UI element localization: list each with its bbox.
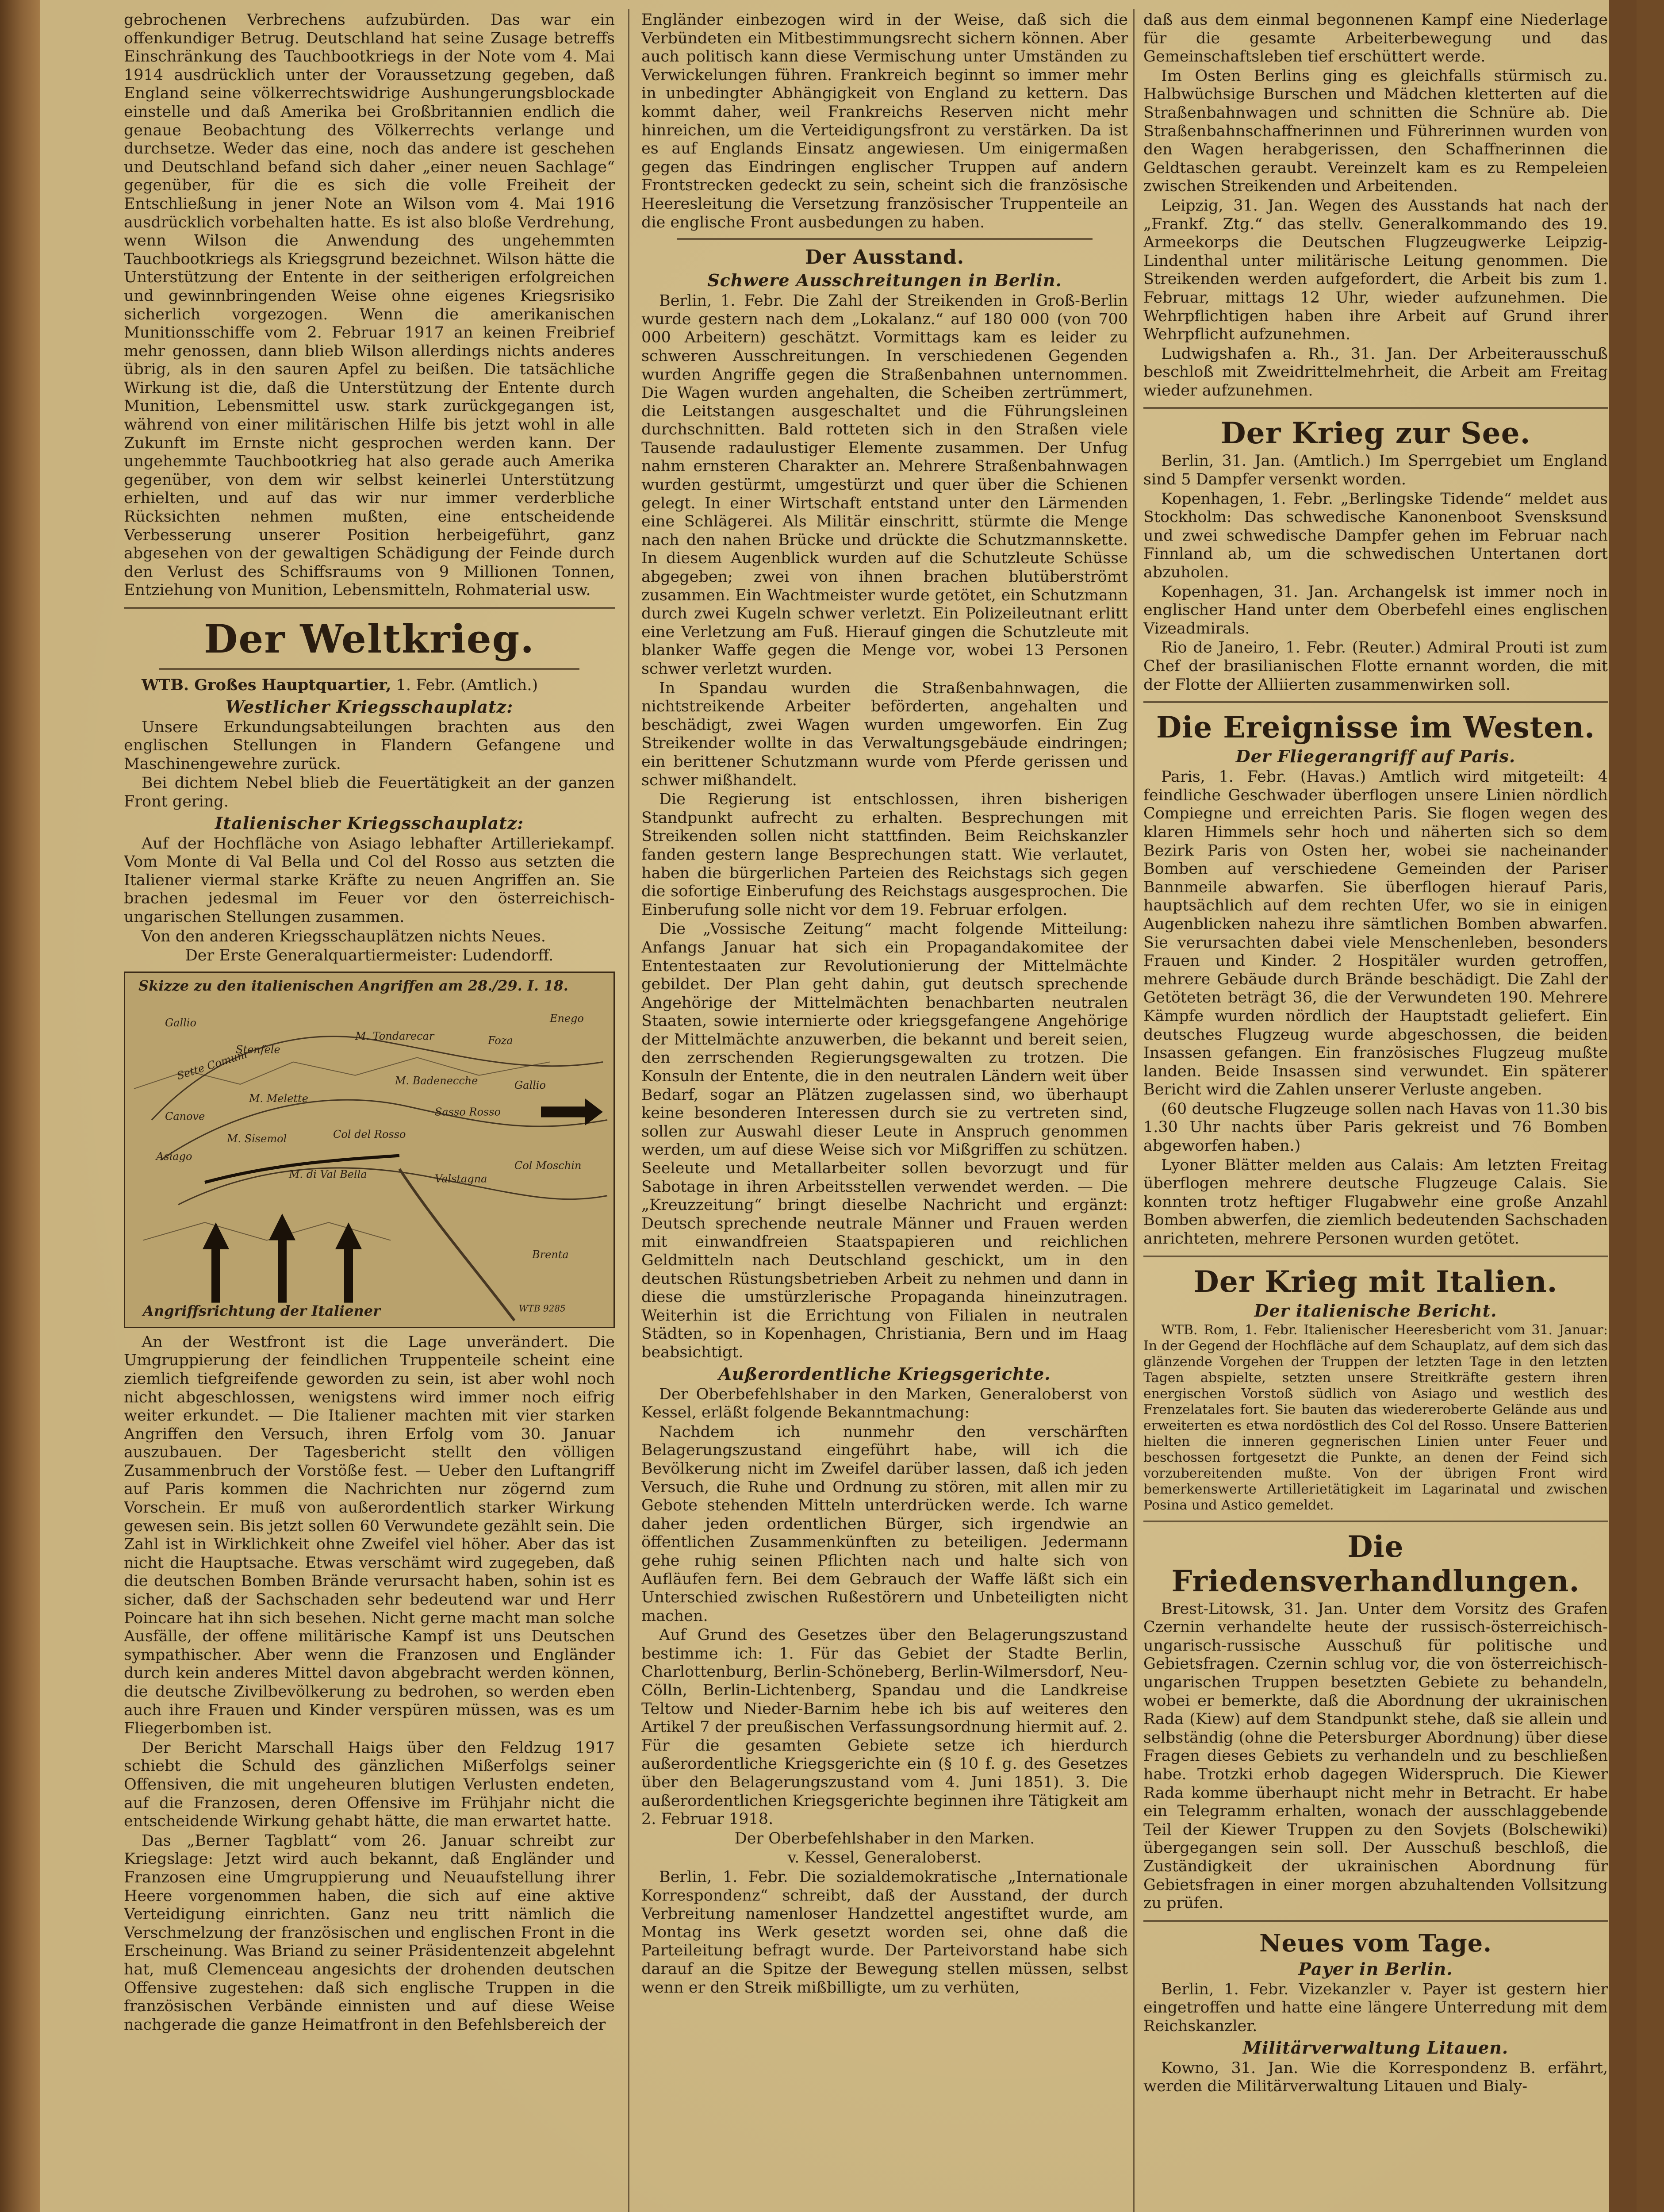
section-title-italien: Der Krieg mit Italien. bbox=[1193, 1264, 1558, 1299]
subheading-west: Westlicher Kriegsschauplatz: bbox=[225, 696, 514, 717]
map-label: Canove bbox=[165, 1110, 205, 1123]
map-label: Brenta bbox=[532, 1248, 569, 1261]
article-text: Kowno, 31. Jan. Wie die Korrespondenz B. erfährt, werden die Militärverwaltung Litauen und Bialy- bbox=[1143, 2059, 1608, 2096]
article-text: Von den anderen Kriegsschauplätzen nichts Neues. bbox=[142, 927, 546, 945]
section-title-weltkrieg: Der Weltkrieg. bbox=[204, 616, 535, 662]
divider bbox=[124, 607, 615, 609]
article-text: Kopenhagen, 1. Febr. „Berlingske Tidende“ meldet aus Stockholm: Das schwedische Kanonenboot Svensksund und zwei schwedische Dampfer gehen im Februar nach Finnland ab, um die schwedischen Untertanen dort abzuholen. bbox=[1143, 490, 1608, 582]
battle-map bbox=[124, 972, 615, 1328]
map-label: Foza bbox=[488, 1034, 513, 1047]
divider bbox=[1143, 1920, 1608, 1922]
article-text: Die Regierung ist entschlossen, ihren bisherigen Standpunkt aufrecht zu erhalten. Besprechungen mit Streikenden sollen nicht stattfinden. Beim Reichskanzler fanden gestern lange Besprechungen statt. Wie verlautet, haben die bürgerlichen Parteien des Reichstags sich gegen die sofortige Einberufung des Reichstags ausgesprochen. Die Einberufung solle nicht vor dem 19. Februar erfolgen. bbox=[641, 791, 1128, 919]
column-rule-2 bbox=[1133, 9, 1135, 2212]
column-1 bbox=[124, 11, 615, 2212]
article-text: Lyoner Blätter melden aus Calais: Am letzten Freitag überflogen mehrere deutsche Flugzeuge Calais. Sie konnten trotz heftiger Flugabwehr eine große Anzahl Bomben abwerfen, die ziemlich bedeutenden Sachschaden anrichteten, mehrere Personen wurden getötet. bbox=[1143, 1156, 1608, 1248]
book-spine bbox=[0, 0, 40, 2212]
subheading-ausschreitungen: Schwere Ausschreitungen in Berlin. bbox=[707, 270, 1062, 291]
subheading-militaerverwaltung: Militärverwaltung Litauen. bbox=[1242, 2037, 1509, 2058]
article-text: Engländer einbezogen wird in der Weise, daß sich die Verbündeten ein Mitbestimmungsrecht sichern können. Aber auch politisch kann diese Vermischung unter Umständen zu Verwickelungen führen. Frankreich beginnt so immer mehr in unbedingter Abhängigkeit von England zu kettern. Das kommt daher, weil Frankreichs Reserven nicht mehr hinreichen, um die Verteidigungsfront zu verstärken. Da ist es auf Englands Einsatz angewiesen. Um einigermaßen gegen das Eindringen englischer Truppen auf andern Frontstrecken gedeckt zu sein, scheint sich die französische Heeresleitung die Versetzung französischer Truppenteile an die englische Front ausbedungen zu haben. bbox=[641, 11, 1128, 231]
article-text: Bei dichtem Nebel blieb die Feuertätigkeit an der ganzen Front gering. bbox=[124, 774, 615, 810]
article-text: Das „Berner Tagblatt“ vom 26. Januar schreibt zur Kriegslage: Jetzt wird auch bekannt, daß Engländer und Franzosen eine Umgruppierung und Neuaufstellung ihrer Heere vorgenommen haben, die sich auf eine aktive Verteidigung einrichten. Ganz neu tritt nämlich die Verschmelzung der französischen und englischen Front in die Erscheinung. Was Briand zu seiner Präsidentenzeit abgelehnt hat, muß Clemenceau angesichts der drohenden deutschen Offensive zugestehen: daß sich englische Truppen in die französischen Verbände einnisten und auf diese Weise nachgerade die ganze Heimatfront in den Befehlsbereich der bbox=[124, 1832, 615, 2034]
article-text: WTB. Rom, 1. Febr. Italienischer Heeresbericht vom 31. Januar: In der Gegend der Hochfläche auf dem Schauplatz, auf dem sich das glänzende Vorgehen der Truppen der letzten Tage in den letzten Tagen abspielte, setzten unsere Streitkräfte gestern ihren energischen Vorstoß südlich von Asiago und westlich des Frenzelatales fort. Sie bauten das wiedereroberte Gelände aus und erweiterten es etwa nordöstlich des Col del Rosso. Unsere Batterien hielten die inneren gegnerischen Linien unter Feuer und beschossen fortgesetzt die Punkte, an denen der Feind sich vorzubereitenden mußte. Von der übrigen Front wird bemerkenswerte Artillerietätigkeit im Lagarinatal und zwischen Posina und Astico gemeldet. bbox=[1143, 1322, 1608, 1513]
article-text: Auf Grund des Gesetzes über den Belagerungszustand bestimme ich: 1. Für das Gebiet der Stadte Berlin, Charlottenburg, Berlin-Schöneberg, Berlin-Wilmersdorf, Neu-Cölln, Berlin-Lichtenberg, Spandau und die Landkreise Teltow und Nieder-Barnim hebe ich bis auf weiteres den Artikel 7 der preußischen Verfassungsordnung hiermit auf. 2. Für die gesamten Gebiete setze ich hierdurch außerordentliche Kriegsgerichte ein (§ 10 f. g. des Gesetzes über den Belagerungszustand vom 4. Juni 1851). 3. Die außerordentlichen Kriegsgerichte beginnen ihre Tätigkeit am 2. Februar 1918. bbox=[641, 1626, 1128, 1828]
map-caption: Angriffsrichtung der Italiener bbox=[143, 1302, 380, 1319]
map-label: M. Tondarecar bbox=[355, 1029, 434, 1042]
article-text: Die „Vossische Zeitung“ macht folgende Mitteilung: Anfangs Januar hat sich ein Propagandakomitee der Ententestaaten zur Revolutionierung der Mittelmächte gebildet. Der Plan geht dahin, gut deutsch sprechende Angehörige der Mittelmächten benachbarten neutralen Staaten, sowie internierte oder kriegsgefangene Angehörige der Mittelmächte anzuwerben, die bekannt und bereit seien, den zerrschenden Regierungsgewalten zu trotzen. Die Konsuln der Entente, die in den neutralen Ländern weit über Bedarf, sogar an Plätzen zugelassen sind, wo überhaupt keine besonderen Interessen durch sie zu vertreten sind, sollen zur Auswahl dieser Leute in Anspruch genommen werden, um auf diese Weise sich vor Mißgriffen zu schützen. Seeleute und Metallarbeiter sollen bevorzugt und für Sabotage in ihren Arbeitsstellen verwendet werden. — Die „Kreuzzeitung“ bringt dieselbe Nachricht und ergänzt: Deutsch sprechende neutrale Männer und Frauen werden mit einwandfreien Staatspapieren und reichlichen Geldmitteln nach Deutschland geschickt, um in den deutschen Rüstungsbetrieben Arbeit zu nehmen und dann in diese die umstürzlerische Propaganda hineinzutragen. Weiterhin ist die Errichtung von Filialen in neutralen Städten, so in Kopenhagen, Christiania, Bern und im Haag beabsichtigt. bbox=[641, 920, 1128, 1361]
divider bbox=[677, 238, 1093, 240]
article-text: Paris, 1. Febr. (Havas.) Amtlich wird mitgeteilt: 4 feindliche Geschwader überflogen unsere Linien nördlich Compiegne und erreichten Paris. Sie flogen wegen des klaren Himmels sehr hoch und näherten sich so dem Bezirk Paris von Osten her, wobei sie nacheinander Bomben auf verschiedene Gemeinden der Pariser Bannmeile abwarfen. Sie überflogen hierauf Paris, hauptsächlich auf dem rechten Ufer, wo sie in einigen Augenblicken nahezu ihre sämtlichen Bomben abwarfen. Sie verursachten dabei viele Menschenleben, besonders Frauen und Kinder. 2 Hospitäler wurden getroffen, mehrere Gebäude durch Brände beschädigt. Die Zahl der Getöteten beträgt 36, die der Verwundeten 190. Mehrere Kämpfe wurden nördlich der Hauptstadt geliefert. Ein deutsches Flugzeug wurde abgeschossen, die beiden Insassen gefangen. Ein französisches Flugzeug mußte landen. Beide Insassen sind verwundet. Ein späterer Bericht wird die Zahlen unserer Verluste angeben. bbox=[1143, 768, 1608, 1099]
article-text: Berlin, 1. Febr. Die sozialdemokratische „Internationale Korrespondenz“ schreibt, daß der Ausstand, der durch Verbreitung namenloser Handzettel angestiftet wurde, am Montag ins Werk gesetzt worden sei, ohne daß die Parteileitung befragt wurde. Der Parteivorstand habe sich darauf an die Spitze der Bewegung stellen müssen, selbst wenn er den Streik mißbilligte, um zu verhüten, bbox=[641, 1868, 1128, 1997]
subheading-payer: Payer in Berlin. bbox=[1298, 1959, 1453, 1979]
newspaper-page bbox=[40, 0, 1637, 2212]
map-label: M. di Val Bella bbox=[289, 1168, 367, 1181]
map-label: M. Melette bbox=[249, 1092, 308, 1105]
section-title-frieden: Die Friedensverhandlungen. bbox=[1171, 1529, 1580, 1598]
dateline-date: 1. Febr. (Amtlich.) bbox=[396, 676, 538, 694]
map-label: M. Sisemol bbox=[227, 1132, 287, 1145]
map-label: Asiago bbox=[156, 1150, 192, 1163]
map-scale: WTB 9285 bbox=[519, 1303, 566, 1314]
map-label: Sasso Rosso bbox=[435, 1106, 501, 1118]
subheading-italien: Italienischer Kriegsschauplatz: bbox=[215, 813, 524, 833]
article-text: gebrochenen Verbrechens aufzubürden. Das war ein offenkundiger Betrug. Deutschland hat seine Zusage betreffs Einschränkung des Tauchbootkriegs in der Note vom 4. Mai 1914 ausdrücklich unter der Voraussetzung gegeben, daß England seine völkerrechtswidrige Aushungerungsblockade einstelle und daß Amerika bei Großbritannien endlich die genaue Beobachtung des Völkerrechts verlange und durchsetze. Weder das eine, noch das andere ist geschehen und Deutschland befand sich daher „einer neuen Sachlage“ gegenüber, für die es sich die volle Freiheit der Entschließung in jener Note an Wilson vom 4. Mai 1916 ausdrücklich vorbehalten hatte. Es ist also bloße Verdrehung, wenn Wilson die Anwendung des ungehemmten Tauchbootkriegs als Kriegsgrund bezeichnet. Wilson hätte die Unterstützung der Entente in der seitherigen erfolgreichen und gewinnbringenden Weise ohne eigenes Kriegsrisiko sicherlich vorgezogen. Wenn die amerikanischen Munitionsschiffe vom 2. Februar 1917 an keinen Freibrief mehr genossen, dann blieb Wilson allerdings nichts anderes übrig, als in den sauren Apfel zu beißen. Die tatsächliche Wirkung ist die, daß die Unterstützung der Entente durch Munition, Lebensmittel usw. stark zurückgegangen ist, während von einer militärischen Hilfe bis jetzt wohl in alle Zukunft im Ernste nicht gesprochen werden kann. Der ungehemmte Tauchbootkrieg hat also gerade auch Amerika gegenüber, von dem wir selbst keinerlei Unterstützung erhielten, und auf das wir nur immer verderbliche Rücksichten nehmen mußten, eine entscheidende Verbesserung unserer Position herbeigeführt, ganz abgesehen von der gewaltigen Schädigung der Feinde durch den Verlust des Schiffsraums von 9 Millionen Tonnen, Entziehung von Munition, Lebensmitteln, Rohmaterial usw. bbox=[124, 11, 615, 599]
article-text: Kopenhagen, 31. Jan. Archangelsk ist immer noch in englischer Hand unter dem Oberbefehl eines englischen Vizeadmirals. bbox=[1143, 583, 1608, 637]
divider bbox=[1143, 407, 1608, 409]
article-text: Brest-Litowsk, 31. Jan. Unter dem Vorsitz des Grafen Czernin verhandelte heute der russisch-österreichisch-ungarisch-russische Ausschuß für politische und Gebietsfragen. Czernin schlug vor, die von österreichisch-ungarischen Truppen besetzten Gebiete zu behandeln, wobei er bemerkte, daß die Abordnung der ukrainischen Rada (Kiew) auf dem Standpunkt stehe, daß sie allein und selbständig (ohne die Petersburger Abordnung) über diese Fragen dieses Gebiets zu verhandeln und zu beschließen habe. Trotzki erhob dagegen Widerspruch. Die Kiewer Rada komme überhaupt nicht mehr in Betracht. Er habe ein Telegramm erhalten, wonach der ausschlaggebende Teil der Kiewer Truppen zu den Sovjets (Bolschewiki) übergegangen sein soll. Der Ausschuß beschloß, die Zuständigkeit der ukrainischen Abordnung für Gebietsfragen in einer morgen abzuhaltenden Vollsitzung zu prüfen. bbox=[1143, 1600, 1608, 1912]
column-3 bbox=[1143, 11, 1608, 2212]
article-text: Unsere Erkundungsabteilungen brachten aus den englischen Stellungen in Flandern Gefangene und Maschinengewehre zurück. bbox=[124, 718, 615, 773]
article-text: Ludwigshafen a. Rh., 31. Jan. Der Arbeiterausschuß beschloß mit Zweidrittelmehrheit, die Arbeit am Freitag wieder aufzunehmen. bbox=[1143, 345, 1608, 399]
divider bbox=[1143, 701, 1608, 703]
article-text: Berlin, 1. Febr. Die Zahl der Streikenden in Groß-Berlin wurde gestern nach dem „Lokalanz.“ auf 180 000 (von 700 000 Arbeitern) geschätzt. Vormittags kam es leider zu schweren Ausschreitungen. In verschiedenen Gegenden wurden Angriffe gegen die Straßenbahnen unternommen. Die Wagen wurden angehalten, die Scheiben zertrümmert, die Leitstangen ausgeschaltet und die Führungsleinen durchschnitten. Bald rotteten sich in den Straßen viele Tausende radaulustiger Elemente zusammen. Der Unfug nahm ernsteren Charakter an. Mehrere Straßenbahnwagen wurden gestürmt, umgestürzt und quer über die Schienen gelegt. In einer Wirtschaft entstand unter den Lärmenden eine Schlägerei. Als Militär einschritt, stürmte die Menge nach den nahen Brücke und drückte die Schutzmannskette. In diesem Augenblick wurden auf die Schutzleute Schüsse abgegeben; zwei von ihnen brachen blutüberströmt zusammen. Ein Wachtmeister wurde getötet, ein Schutzmann durch zwei Kugeln schwer verletzt. Ein Polizeileutnant erlitt eine Verletzung am Fuß. Hierauf gingen die Schutzleute mit blanker Waffe gegen die Menge vor, wobei 13 Personen schwer verletzt wurden. bbox=[641, 292, 1128, 678]
article-text: Leipzig, 31. Jan. Wegen des Ausstands hat nach der „Frankf. Ztg.“ das stellv. Generalkommando des 19. Armeekorps die Deutschen Flugzeugwerke Leipzig-Lindenthal unter militärische Leitung genommen. Die Streikenden werden aufgefordert, die Arbeit bis zum 1. Februar, mittags 12 Uhr, wieder aufzunehmen. Die Wehrpflichtigen haben ihre Arbeit auf Grund ihrer Wehrpflicht aufzunehmen. bbox=[1143, 196, 1608, 344]
subheading-paris: Der Fliegerangriff auf Paris. bbox=[1235, 746, 1516, 767]
section-title-neues: Neues vom Tage. bbox=[1259, 1928, 1492, 1957]
map-label: Col Moschin bbox=[514, 1159, 582, 1172]
signature-line: Der Oberbefehlshaber in den Marken. bbox=[734, 1829, 1035, 1847]
subheading-italienischer-bericht: Der italienische Bericht. bbox=[1254, 1300, 1497, 1321]
article-text: Auf der Hochfläche von Asiago lebhafter Artilleriekampf. Vom Monte di Val Bella und Col del Rosso aus setzten die Italiener viermal starke Kräfte zu neuen Angriffen an. Sie brachen jedesmal im Feuer vor den österreichisch-ungarischen Stellungen zusammen. bbox=[124, 834, 615, 926]
section-title-ausstand: Der Ausstand. bbox=[805, 246, 965, 269]
article-text: (60 deutsche Flugzeuge sollen nach Havas von 11.30 bis 1.30 Uhr nachts über Paris gekreist und 76 Bomben abgeworfen haben.) bbox=[1143, 1100, 1608, 1155]
map-label: Gallio bbox=[514, 1079, 546, 1091]
article-text: Der Oberbefehlshaber in den Marken, Generaloberst von Kessel, erläßt folgende Bekanntmachung: bbox=[641, 1385, 1128, 1422]
column-2 bbox=[641, 11, 1128, 2212]
map-label: Valstagna bbox=[435, 1172, 487, 1185]
map-label: Col del Rosso bbox=[333, 1128, 406, 1141]
section-title-see: Der Krieg zur See. bbox=[1220, 416, 1531, 451]
page-edge bbox=[1609, 0, 1637, 2212]
article-text: An der Westfront ist die Lage unverändert. Die Umgruppierung der feindlichen Truppenteile scheint eine ziemlich tiefgreifende geworden zu sein, ist aber wohl noch nicht abgeschlossen, wenigstens wird immer noch eifrig weiter erkundet. — Die Italiener machten mit vier starken Angriffen den Versuch, ihren Erfolg vom 30. Januar auszubauen. Der Tagesbericht stellt den völligen Zusammenbruch der Vorstöße fest. — Ueber den Luftangriff auf Paris kommen die Nachrichten nur zögernd zum Vorschein. Er muß von außerordentlich starker Wirkung gewesen sein. Bis jetzt sollen 60 Verwundete gezählt sein. Die Zahl ist in Wirklichkeit ohne Zweifel viel höher. Aber das ist nicht die Hauptsache. Etwas verschämt wird zugegeben, daß die deutschen Bomben Brände verursacht haben, sohin ist es sicher, daß der Sachschaden sehr bedeutend war und Herr Poincare hat ihn sich besehen. Nicht gerne macht man solche Ausfälle, der offene militärische Kampf ist uns Deutschen sympathischer. Aber wenn die Franzosen und Engländer durch kein anderes Mittel davon abgebracht werden können, die deutsche Zivilbevölkerung zu bedrohen, so werden eben auch ihre Frauen und Kinder verspüren müssen, was es um Fliegerbomben ist. bbox=[124, 1333, 615, 1738]
divider bbox=[1143, 1256, 1608, 1257]
article-text: Im Osten Berlins ging es gleichfalls stürmisch zu. Halbwüchsige Burschen und Mädchen kletterten auf die Straßenbahnwagen und schnitten die Schnüre ab. Die Straßenbahnschaffnerinnen und Führerinnen wurden von den Wagen herabgerissen, den Schaffnerinnen die Geldtaschen geraubt. Vereinzelt kam es zu Rempeleien zwischen Streikenden und Arbeitenden. bbox=[1143, 67, 1608, 196]
map-label: Enego bbox=[550, 1012, 584, 1025]
article-text: Der Bericht Marschall Haigs über den Feldzug 1917 schiebt die Schuld des gänzlichen Mißerfolgs seiner Offensiven, die mit ungeheuren blutigen Verlusten endeten, auf die Franzosen, deren Offensive im Frühjahr nicht die entscheidende Wirkung gehabt hätte, die man erwartet hatte. bbox=[124, 1739, 615, 1831]
article-text: Berlin, 1. Febr. Vizekanzler v. Payer ist gestern hier eingetroffen und hatte eine längere Unterredung mit dem Reichskanzler. bbox=[1143, 1980, 1608, 2035]
article-text: Berlin, 31. Jan. (Amtlich.) Im Sperrgebiet um England sind 5 Dampfer versenkt worden. bbox=[1143, 452, 1608, 489]
signature: Der Erste Generalquartiermeister: Ludendorff. bbox=[185, 947, 554, 965]
section-title-westen: Die Ereignisse im Westen. bbox=[1156, 710, 1595, 745]
article-text: Nachdem ich nunmehr den verschärften Belagerungszustand eingeführt habe, will ich die Bevölkerung nicht im Zweifel darüber lassen, daß ich jeden Versuch, die Ruhe und Ordnung zu stören, mit allen mir zu Gebote stehenden Mitteln unterdrücken werde. Ich warne daher jeden ordentlichen Bürger, sich irgendwie an öffentlichen Zusammenkünften zu beteiligen. Jedermann gehe ruhig seinen Pflichten nach und halte sich von Aufläufen fern. Bei dem Gebrauch der Waffe läßt sich ein Unterschied zwischen Rußestörern und Unbeteiligten nicht machen. bbox=[641, 1423, 1128, 1625]
map-label: Stenfele bbox=[236, 1043, 280, 1056]
divider bbox=[1143, 1521, 1608, 1522]
map-title: Skizze zu den italienischen Angriffen am 28./29. I. 18. bbox=[138, 977, 568, 994]
subheading-kriegsgerichte: Außerordentliche Kriegsgerichte. bbox=[718, 1363, 1051, 1384]
map-drawing bbox=[125, 973, 613, 1327]
article-text: daß aus dem einmal begonnenen Kampf eine Niederlage für die gesamte Arbeiterbewegung und das Gemeinschaftsleben tief erschüttert werde. bbox=[1143, 11, 1608, 66]
map-label: Sette Comuni bbox=[175, 1047, 249, 1083]
small-print-block bbox=[1143, 1322, 1608, 1513]
map-label: M. Badenecche bbox=[395, 1074, 478, 1087]
dateline: WTB. Großes Hauptquartier, bbox=[142, 676, 391, 694]
divider bbox=[159, 668, 579, 670]
column-rule-1 bbox=[628, 9, 629, 2212]
signature-name: v. Kessel, Generaloberst. bbox=[787, 1849, 982, 1867]
map-label: Gallio bbox=[165, 1016, 196, 1029]
article-text: Rio de Janeiro, 1. Febr. (Reuter.) Admiral Prouti ist zum Chef der brasilianischen Flotte ernannt worden, die mit der Flotte der Alliierten zusammenwirken soll. bbox=[1143, 639, 1608, 694]
article-text: In Spandau wurden die Straßenbahnwagen, die nichtstreikende Arbeiter beförderten, angehalten und beschädigt, zwei Wagen wurden umgeworfen. Ein Zug Streikender wollte in das Verwaltungsgebäude eindringen; ein berittener Schutzmann wurde vom Pferde gerissen und schwer mißhandelt. bbox=[641, 679, 1128, 789]
